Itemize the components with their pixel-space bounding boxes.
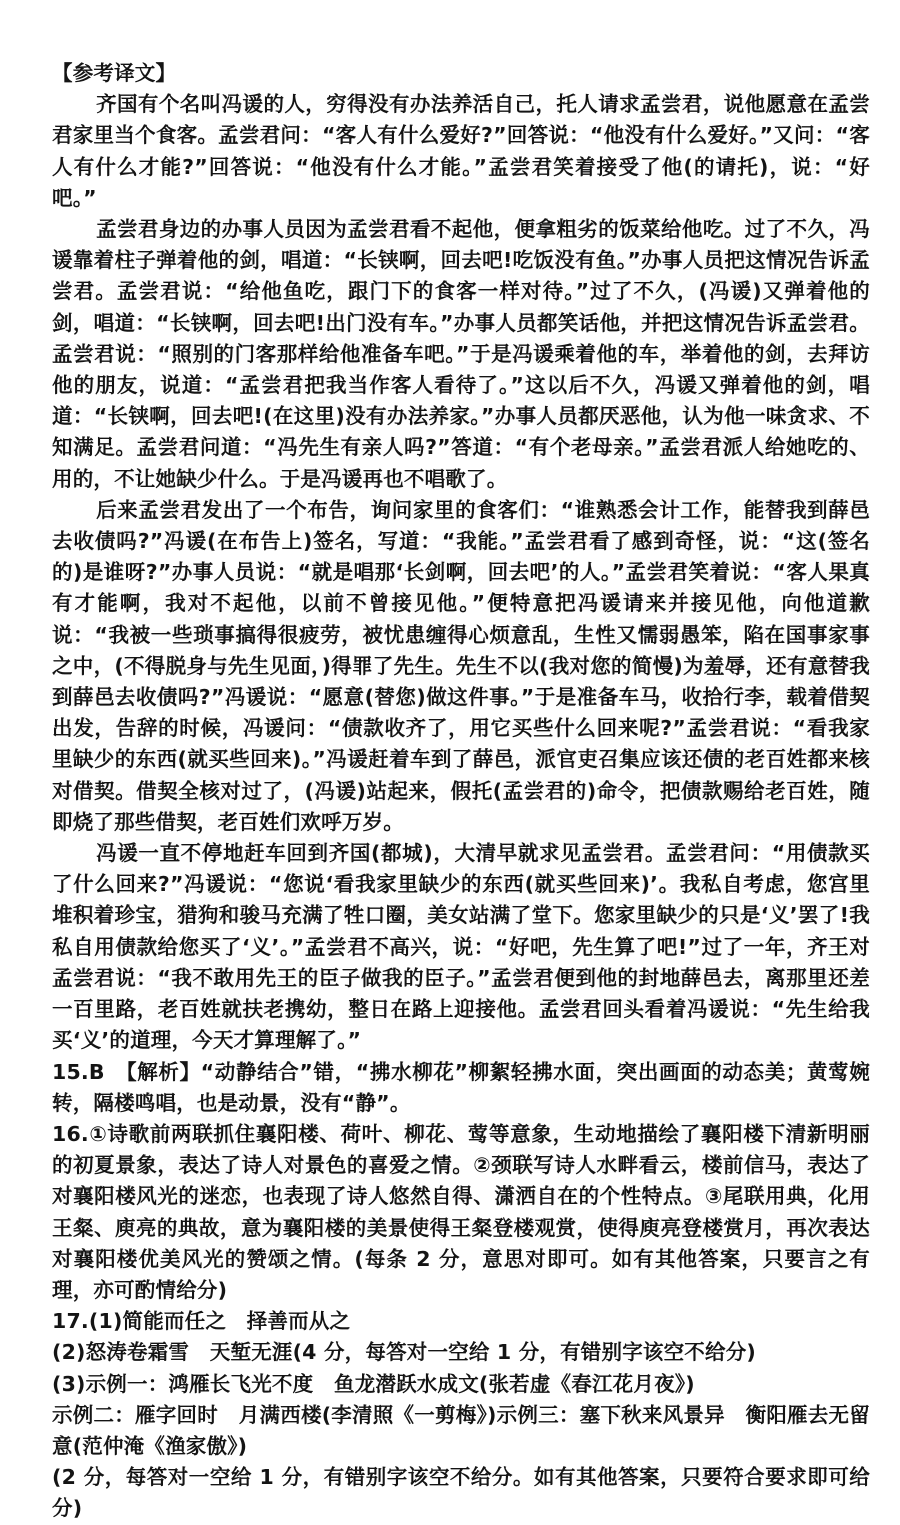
- answer-17-scoring-note: (2 分，每答对一空给 1 分，有错别字该空不给分。如有其他答案，只要符合要求即可给分): [52, 1465, 870, 1521]
- answer-17-3-example-1: (3)示例一：鸿雁长飞光不度 鱼龙潜跃水成文(张若虚《春江花月夜》): [52, 1371, 695, 1396]
- answer-15: 15.B 【解析】“动静结合”错，“拂水柳花”柳絮轻拂水面，突出画面的动态美；黄莺婉转，隔楼鸣唱，也是动景，没有“静”。: [52, 1059, 870, 1115]
- translation-paragraph-2: 孟尝君身边的办事人员因为孟尝君看不起他，便拿粗劣的饭菜给他吃。过了不久，冯谖靠着柱子弹着他的剑，唱道：“长铗啊，回去吧!吃饭没有鱼。”办事人员把这情况告诉孟尝君。孟尝君说：“给他鱼吃，跟门下的食客一样对待。”过了不久，(冯谖)又弹着他的剑，唱道：“长铗啊，回去吧!出门没有车。”办事人员都笑话他，并把这情况告诉孟尝君。孟尝君说：“照别的门客那样给他准备车吧。”于是冯谖乘着他的车，举着他的剑，去拜访他的朋友，说道：“孟尝君把我当作客人看待了。”这以后不久，冯谖又弹着他的剑，唱道：“长铗啊，回去吧!(在这里)没有办法养家。”办事人员都厌恶他，认为他一味贪求、不知满足。孟尝君问道：“冯先生有亲人吗?”答道：“有个老母亲。”孟尝君派人给她吃的、用的，不让她缺少什么。于是冯谖再也不唱歌了。: [52, 217, 870, 491]
- answer-17-3-example-2-3: 示例二：雁字回时 月满西楼(李清照《一剪梅》)示例三：塞下秋来风景异 衡阳雁去无留意(范仲淹《渔家傲》): [52, 1402, 870, 1458]
- translation-paragraph-1: 齐国有个名叫冯谖的人，穷得没有办法养活自己，托人请求孟尝君，说他愿意在孟尝君家里当个食客。孟尝君问：“客人有什么爱好?”回答说：“他没有什么爱好。”又问：“客人有什么才能?”回答说：“他没有什么才能。”孟尝君笑着接受了他(的请托)，说：“好吧。”: [52, 92, 870, 210]
- translation-heading: 【参考译文】: [52, 61, 177, 85]
- translation-paragraph-3: 后来孟尝君发出了一个布告，询问家里的食客们：“谁熟悉会计工作，能替我到薛邑去收债吗?”冯谖(在布告上)签名，写道：“我能。”孟尝君看了感到奇怪，说：“这(签名的)是谁呀?”办事人员说：“就是唱那‘长剑啊，回去吧’的人。”孟尝君笑着说：“客人果真有才能啊，我对不起他，以前不曾接见他。”便特意把冯谖请来并接见他，向他道歉说：“我被一些琐事搞得很疲劳，被忧患缠得心烦意乱，生性又懦弱愚笨，陷在国事家事之中，(不得脱身与先生见面，)得罪了先生。先生不以(我对您的简慢)为羞辱，还有意替我到薛邑去收债吗?”冯谖说：“愿意(替您)做这件事。”于是准备车马，收拾行李，载着借契出发，告辞的时候，冯谖问：“债款收齐了，用它买些什么回来呢?”孟尝君说：“看我家里缺少的东西(就买些回来)。”冯谖赶着车到了薛邑，派官吏召集应该还债的老百姓都来核对借契。借契全核对过了，(冯谖)站起来，假托(孟尝君的)命令，把债款赐给老百姓，随即烧了那些借契，老百姓们欢呼万岁。: [52, 497, 870, 834]
- translation-paragraph-4: 冯谖一直不停地赶车回到齐国(都城)，大清早就求见孟尝君。孟尝君问：“用债款买了什么回来?”冯谖说：“您说‘看我家里缺少的东西(就买些回来)’。我私自考虑，您宫里堆积着珍宝，猎狗和骏马充满了牲口圈，美女站满了堂下。您家里缺少的只是‘义’罢了!我私自用债款给您买了‘义’。”孟尝君不高兴，说：“好吧，先生算了吧!”过了一年，齐王对孟尝君说：“我不敢用先王的臣子做我的臣子。”孟尝君便到他的封地薛邑去，离那里还差一百里路，老百姓就扶老携幼，整日在路上迎接他。孟尝君回头看着冯谖说：“先生给我买‘义’的道理，今天才算理解了。”: [52, 841, 870, 1053]
- answer-17-2: (2)怒涛卷霜雪 天堑无涯(4 分，每答对一空给 1 分，有错别字该空不给分): [52, 1340, 756, 1365]
- answer-17-1: 17.(1)简能而任之 择善而从之: [52, 1309, 351, 1334]
- answer-16: 16.①诗歌前两联抓住襄阳楼、荷叶、柳花、莺等意象，生动地描绘了襄阳楼下清新明丽的初夏景象，表达了诗人对景色的喜爱之情。②颈联写诗人水畔看云，楼前信马，表达了对襄阳楼风光的迷恋，也表现了诗人悠然自得、潇洒自在的个性特点。③尾联用典，化用王粲、庾亮的典故，意为襄阳楼的美景使得王粲登楼观赏，使得庾亮登楼赏月，再次表达对襄阳楼优美风光的赞颂之情。(每条 2 分，意思对即可。如有其他答案，只要言之有理，亦可酌情给分): [52, 1121, 870, 1302]
